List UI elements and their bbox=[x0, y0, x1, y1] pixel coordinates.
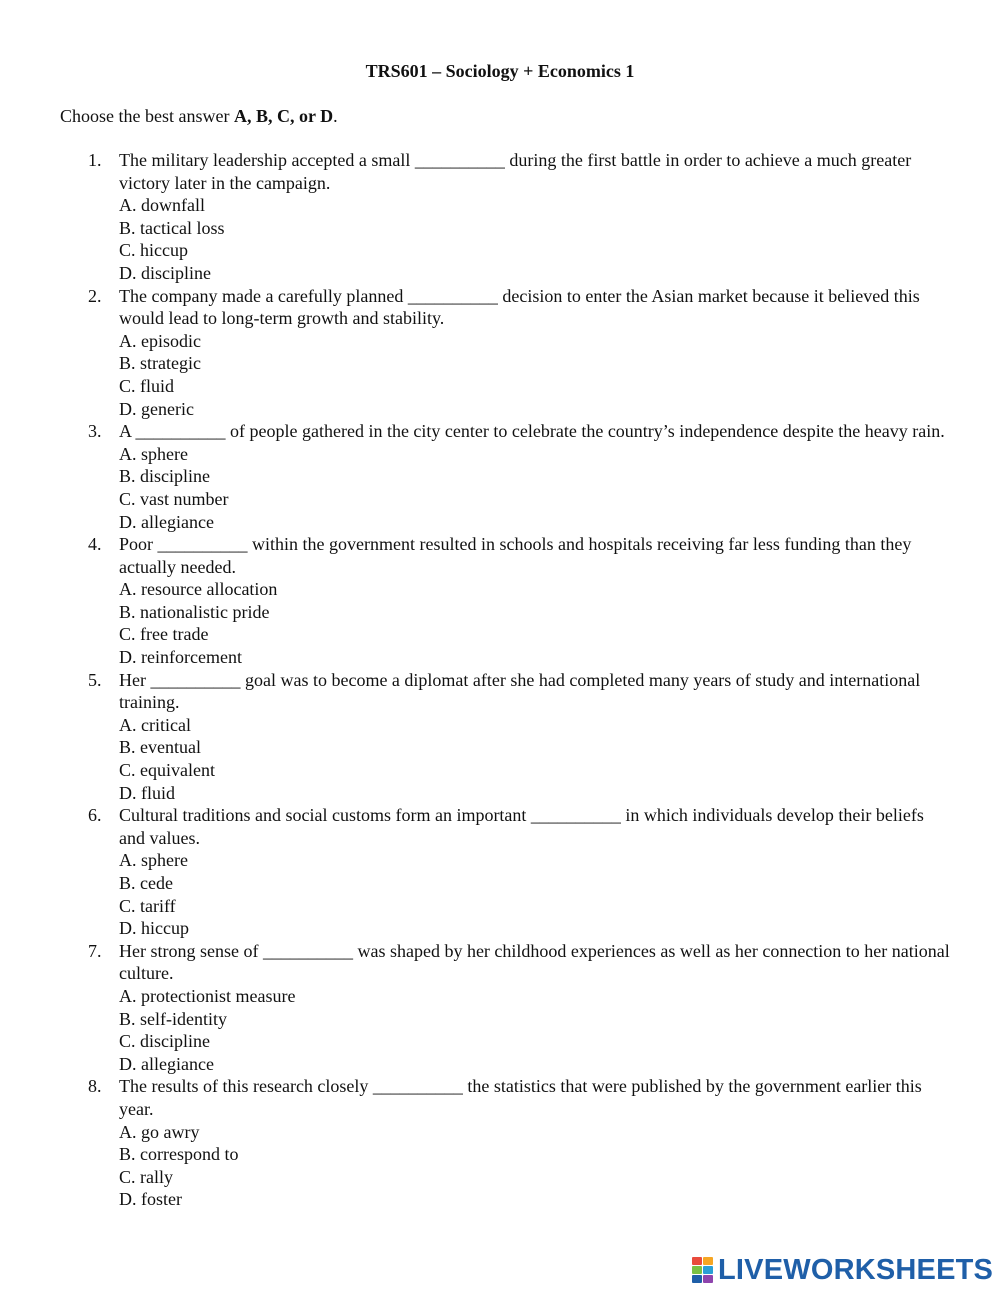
option-d[interactable]: D. allegiance bbox=[119, 511, 214, 532]
option-c[interactable]: C. tariff bbox=[119, 895, 176, 916]
instructions-prefix: Choose the best answer bbox=[60, 106, 234, 126]
question-stem: Cultural traditions and social customs form an important __________ in which individuals develop their beliefs and values. bbox=[119, 805, 924, 848]
option-b[interactable]: B. self-identity bbox=[119, 1008, 227, 1029]
option-a[interactable]: A. downfall bbox=[119, 195, 205, 216]
instructions-suffix: . bbox=[333, 106, 338, 126]
question-6 bbox=[60, 804, 950, 940]
question-1 bbox=[60, 149, 950, 285]
option-c[interactable]: C. discipline bbox=[119, 1031, 210, 1052]
option-a[interactable]: A. go awry bbox=[119, 1121, 200, 1142]
question-7 bbox=[60, 940, 950, 1076]
question-number: 3. bbox=[88, 421, 102, 442]
option-d[interactable]: D. fluid bbox=[119, 782, 175, 803]
question-stem: The results of this research closely __________ the statistics that were published by the government earlier this year. bbox=[119, 1076, 922, 1119]
option-a[interactable]: A. sphere bbox=[119, 443, 188, 464]
option-a[interactable]: A. critical bbox=[119, 714, 191, 735]
question-list bbox=[60, 149, 950, 1211]
question-stem: Her strong sense of __________ was shaped by her childhood experiences as well as her connection to her national culture. bbox=[119, 940, 950, 984]
option-a[interactable]: A. resource allocation bbox=[119, 579, 278, 600]
question-3 bbox=[60, 420, 950, 533]
option-a[interactable]: A. protectionist measure bbox=[119, 985, 296, 1006]
question-number: 6. bbox=[88, 805, 102, 826]
question-stem: Poor __________ within the government resulted in schools and hospitals receiving far less funding than they actually needed. bbox=[119, 534, 912, 577]
instructions bbox=[60, 105, 338, 127]
logo-text: LIVEWORKSHEETS bbox=[718, 1254, 994, 1286]
instructions-answer-choices: A, B, C, or D bbox=[233, 106, 334, 126]
logo-block bbox=[703, 1257, 713, 1265]
logo-block bbox=[703, 1275, 713, 1283]
option-c[interactable]: C. rally bbox=[119, 1166, 173, 1187]
option-b[interactable]: B. correspond to bbox=[119, 1144, 239, 1165]
question-stem: The military leadership accepted a small __________ during the first battle in order to achieve a much greater victory later in the campaign. bbox=[119, 150, 912, 193]
option-d[interactable]: D. allegiance bbox=[119, 1053, 214, 1074]
question-2 bbox=[60, 285, 950, 421]
worksheet-title: TRS601 – Sociology + Economics 1 bbox=[365, 61, 635, 81]
logo-block bbox=[692, 1275, 702, 1283]
question-number: 4. bbox=[88, 534, 102, 555]
question-stem: A __________ of people gathered in the city center to celebrate the country’s independence despite the heavy rain. bbox=[119, 421, 945, 442]
question-stem: The company made a carefully planned __________ decision to enter the Asian market because it believed this would lead to long-term growth and stability. bbox=[119, 285, 920, 329]
option-b[interactable]: B. strategic bbox=[119, 353, 201, 374]
question-8 bbox=[60, 1075, 950, 1211]
option-c[interactable]: C. fluid bbox=[119, 375, 175, 396]
option-c[interactable]: C. equivalent bbox=[119, 760, 215, 781]
question-5 bbox=[60, 669, 950, 805]
question-number: 2. bbox=[88, 285, 102, 306]
option-c[interactable]: C. vast number bbox=[119, 488, 229, 509]
question-number: 1. bbox=[88, 150, 102, 170]
logo-block bbox=[692, 1266, 702, 1274]
liveworksheets-logo-icon bbox=[692, 1257, 714, 1283]
option-b[interactable]: B. eventual bbox=[119, 737, 201, 758]
option-d[interactable]: D. generic bbox=[119, 398, 194, 419]
option-a[interactable]: A. episodic bbox=[119, 330, 201, 351]
option-b[interactable]: B. nationalistic pride bbox=[119, 601, 270, 622]
question-4 bbox=[60, 533, 950, 669]
question-number: 7. bbox=[88, 940, 102, 961]
option-d[interactable]: D. reinforcement bbox=[119, 647, 242, 668]
option-d[interactable]: D. foster bbox=[119, 1189, 182, 1210]
option-b[interactable]: B. discipline bbox=[119, 466, 210, 487]
logo-block bbox=[703, 1266, 713, 1274]
option-b[interactable]: B. cede bbox=[119, 873, 173, 893]
option-c[interactable]: C. free trade bbox=[119, 624, 209, 645]
option-c[interactable]: C. hiccup bbox=[119, 240, 188, 261]
question-stem: Her __________ goal was to become a diplomat after she had completed many years of study and international training. bbox=[119, 669, 921, 713]
option-b[interactable]: B. tactical loss bbox=[119, 217, 225, 238]
question-number: 8. bbox=[88, 1076, 102, 1097]
option-d[interactable]: D. discipline bbox=[119, 262, 211, 283]
option-a[interactable]: A. sphere bbox=[119, 850, 188, 871]
liveworksheets-logo bbox=[692, 1254, 993, 1286]
option-d[interactable]: D. hiccup bbox=[119, 918, 189, 939]
question-number: 5. bbox=[88, 669, 102, 690]
logo-block bbox=[692, 1257, 702, 1265]
